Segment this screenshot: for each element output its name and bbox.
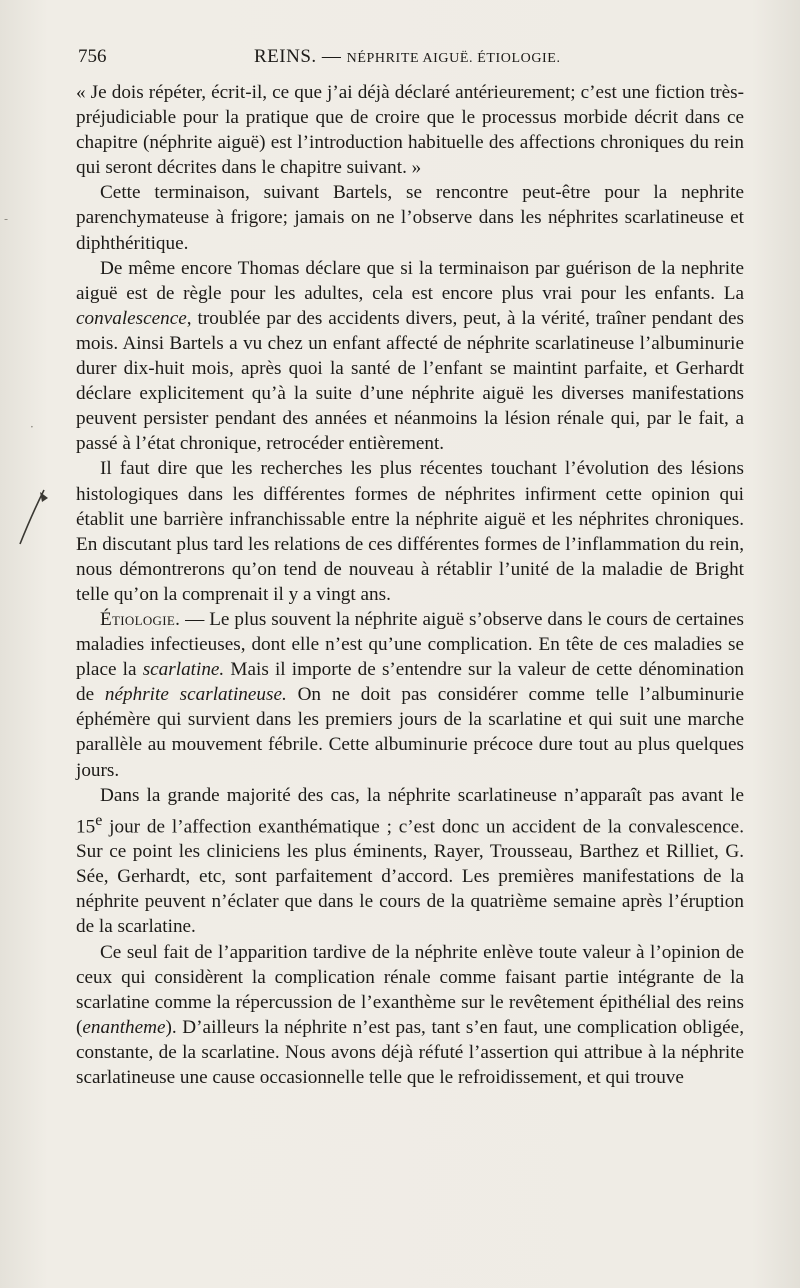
paragraph-quote: « Je dois répéter, écrit-il, ce que j’ai déjà déclaré antérieurement; c’est une fiction très-préjudiciable pour la pratique que de croire que le processus morbide décrit dans ce chapitre (néphrite aiguë) est l’introduction habituelle des affections chroniques du rein qui seront décrites dans le chapitre suivant. » (76, 82, 744, 179)
margin-pencil-mark (14, 488, 54, 548)
paragraph-apparition (76, 940, 744, 1091)
text-run: — Le plus souvent la néphrite aiguë s’observe dans le cours de certaines maladies infectieuses, dont elle n’est qu’une complication. En tête de ces maladies se place la (76, 608, 744, 681)
italic-term: enantheme (82, 1016, 166, 1038)
ordinal-superscript: e (95, 811, 103, 829)
italic-term: scarlatine. (142, 659, 225, 681)
text-run: Dans la grande majorité des cas, la néphrite scarlatineuse n’apparaît pas avant le 15 (76, 784, 744, 838)
running-head-main: REINS. — (254, 46, 342, 67)
text-run: Ce seul fait de l’apparition tardive de la néphrite enlève toute valeur à l’opinion de ceux qui considèrent la complication rénale comme faisant partie intégrante de la scarlatine comme la répercussion de l’exanthème sur le revêtement épithélial des reins ( (76, 941, 744, 1038)
italic-term: néphrite scarlatineuse. (104, 684, 287, 706)
margin-tick: - (4, 212, 9, 226)
text-run: Mais il importe de s’entendre sur la valeur de cette dénomination de (76, 659, 744, 706)
text-run: On ne doit pas considérer comme telle l’albuminurie éphémère qui survient dans les premiers jours de la scarlatine et qui suit une marche parallèle au mouvement fébrile. Cette albuminurie précoce dure tout au plus quelques jours. (76, 684, 744, 781)
paragraph-etiologie (76, 607, 744, 783)
text-run: De même encore Thomas déclare que si la terminaison par guérison de la nephrite aiguë est de règle pour les adultes, cela est encore plus vrai pour les enfants. La (76, 257, 744, 304)
paragraph-recherches: Il faut dire que les recherches les plus récentes touchant l’évolution des lésions histologiques dans les différentes formes de néphrites infirment cette opinion qui établit une barrière infranchissable entre la néphrite aiguë et les néphrites chroniques. En discutant plus tard les relations de ces différentes formes de l’inflammation du rein, nous démontrerons qu’on tend de nouveau à rétablir l’unité de la maladie de Bright telle qu’on la comprenait il y a vingt ans. (76, 458, 744, 605)
paragraph-thomas (76, 256, 744, 457)
running-head-sub: NÉPHRITE AIGUË. ÉTIOLOGIE. (346, 51, 561, 66)
text-run: jour de l’affection exanthématique ; c’est donc un accident de la convalescence. Sur ce point les cliniciens les plus éminents, Rayer, Trousseau, Barthez et Rilliet, G. Sée, Gerhardt, etc, sont parfaitement d’accord. Les premières manifestations de la néphrite peuvent n’éclater que dans le cours de la quatrième semaine après l’éruption de la scarlatine. (76, 816, 744, 938)
page-header (78, 46, 748, 72)
main-text (76, 80, 744, 1090)
paragraph-majorite (76, 783, 744, 940)
paragraph-bartels: Cette terminaison, suivant Bartels, se rencontre peut-être pour la nephrite parenchymateuse à frigore; jamais on ne l’observe dans les néphrites scarlatineuse et diphthéritique. (76, 182, 744, 254)
text-run: , troublée par des accidents divers, peut, à la vérité, traîner pendant des mois. Ainsi Bartels a vu chez un enfant affecté de néphrite scarlatineuse l’albuminurie durer dix-huit mois, après quoi la santé de l’enfant se maintint parfaite, et Gerhardt déclare explicitement qu’à la suite d’une néphrite aiguë les diverses manifestations peuvent persister pendant des années et néanmoins la lésion rénale qui, par le fait, a passé à l’état chronique, retrocéder entièrement. (76, 307, 744, 455)
margin-tick: · (30, 420, 34, 434)
italic-term: convalescence (76, 307, 187, 329)
section-heading: Étiologie. (100, 608, 181, 630)
pencil-mark-icon (14, 488, 54, 548)
page-number: 756 (78, 46, 107, 67)
text-run: ). D’ailleurs la néphrite n’est pas, tant s’en faut, une complication obligée, constante, de la scarlatine. Nous avons déjà réfuté l’assertion qui attribue à la néphrite scarlatineuse une cause occasionnelle telle que le refroidissement, et qui trouve (76, 1016, 744, 1089)
running-head (254, 46, 561, 68)
